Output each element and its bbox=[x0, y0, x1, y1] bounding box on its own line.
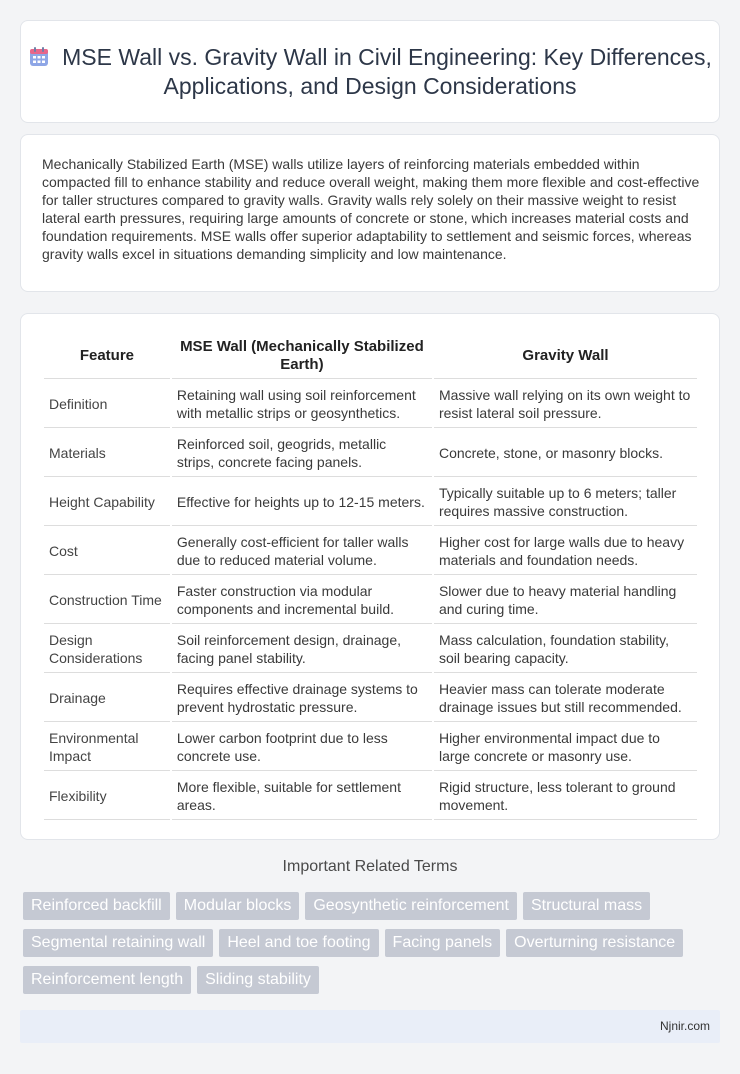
table-row bbox=[44, 381, 697, 428]
term-tag[interactable]: Structural mass bbox=[523, 892, 650, 920]
gravity-cell: Massive wall relying on its own weight to resist lateral soil pressure. bbox=[434, 381, 697, 428]
footer bbox=[20, 1010, 720, 1043]
comparison-card bbox=[20, 313, 720, 840]
term-tag[interactable]: Overturning resistance bbox=[506, 929, 683, 957]
page-title bbox=[21, 43, 719, 101]
feature-cell: Environmental Impact bbox=[44, 724, 170, 771]
header-gravity-wall: Gravity Wall bbox=[434, 334, 697, 379]
intro-paragraph: Mechanically Stabilized Earth (MSE) walls utilize layers of reinforcing materials embedded within compacted fill to enhance stability and reduce overall weight, making them more flexible and cost-effective for taller structures compared to gravity walls. Gravity walls rely solely on their massive weight to resist lateral earth pressures, requiring large amounts of concrete or stone, which increases material costs and foundation requirements. MSE walls offer superior adaptability to settlement and seismic forces, whereas gravity walls excel in situations demanding simplicity and low maintenance. bbox=[42, 156, 700, 262]
gravity-cell: Heavier mass can tolerate moderate drainage issues but still recommended. bbox=[434, 675, 697, 722]
header-feature: Feature bbox=[44, 334, 170, 379]
comparison-table bbox=[42, 332, 699, 822]
gravity-cell: Higher environmental impact due to large concrete or masonry use. bbox=[434, 724, 697, 771]
mse-cell: Faster construction via modular components and incremental build. bbox=[172, 577, 432, 624]
gravity-cell: Concrete, stone, or masonry blocks. bbox=[434, 430, 697, 477]
term-tag[interactable]: Facing panels bbox=[385, 929, 501, 957]
mse-cell: Reinforced soil, geogrids, metallic strips, concrete facing panels. bbox=[172, 430, 432, 477]
feature-cell: Cost bbox=[44, 528, 170, 575]
mse-cell: Generally cost-efficient for taller walls due to reduced material volume. bbox=[172, 528, 432, 575]
feature-cell: Drainage bbox=[44, 675, 170, 722]
feature-cell: Construction Time bbox=[44, 577, 170, 624]
mse-cell: Retaining wall using soil reinforcement with metallic strips or geosynthetics. bbox=[172, 381, 432, 428]
mse-cell: Effective for heights up to 12-15 meters. bbox=[172, 479, 432, 526]
mse-cell: Lower carbon footprint due to less concrete use. bbox=[172, 724, 432, 771]
table-row bbox=[44, 773, 697, 820]
intro-card bbox=[20, 134, 720, 292]
footer-site-link[interactable]: Njnir.com bbox=[659, 1019, 710, 1033]
title-card bbox=[20, 20, 720, 123]
gravity-cell: Higher cost for large walls due to heavy materials and foundation needs. bbox=[434, 528, 697, 575]
term-tag[interactable]: Reinforcement length bbox=[23, 966, 191, 994]
table-row bbox=[44, 724, 697, 771]
mse-cell: Requires effective drainage systems to prevent hydrostatic pressure. bbox=[172, 675, 432, 722]
gravity-cell: Mass calculation, foundation stability, soil bearing capacity. bbox=[434, 626, 697, 673]
feature-cell: Flexibility bbox=[44, 773, 170, 820]
mse-cell: Soil reinforcement design, drainage, facing panel stability. bbox=[172, 626, 432, 673]
feature-cell: Height Capability bbox=[44, 479, 170, 526]
term-tag[interactable]: Sliding stability bbox=[197, 966, 319, 994]
calendar-icon bbox=[28, 46, 50, 68]
mse-cell: More flexible, suitable for settlement areas. bbox=[172, 773, 432, 820]
term-tag[interactable]: Reinforced backfill bbox=[23, 892, 170, 920]
table-row bbox=[44, 577, 697, 624]
table-row bbox=[44, 626, 697, 673]
table-row bbox=[44, 528, 697, 575]
related-terms-list bbox=[23, 892, 703, 1003]
table-header-row bbox=[44, 334, 697, 379]
table-row bbox=[44, 675, 697, 722]
table-row bbox=[44, 430, 697, 477]
term-tag[interactable]: Segmental retaining wall bbox=[23, 929, 213, 957]
page-title-text: MSE Wall vs. Gravity Wall in Civil Engineering: Key Differences, Applications, and Design Considerations bbox=[62, 44, 712, 99]
term-tag[interactable]: Heel and toe footing bbox=[219, 929, 378, 957]
table-row bbox=[44, 479, 697, 526]
feature-cell: Materials bbox=[44, 430, 170, 477]
gravity-cell: Rigid structure, less tolerant to ground movement. bbox=[434, 773, 697, 820]
gravity-cell: Typically suitable up to 6 meters; taller requires massive construction. bbox=[434, 479, 697, 526]
gravity-cell: Slower due to heavy material handling and curing time. bbox=[434, 577, 697, 624]
term-tag[interactable]: Modular blocks bbox=[176, 892, 300, 920]
related-terms-heading: Important Related Terms bbox=[282, 858, 458, 875]
feature-cell: Design Considerations bbox=[44, 626, 170, 673]
feature-cell: Definition bbox=[44, 381, 170, 428]
header-mse-wall: MSE Wall (Mechanically Stabilized Earth) bbox=[172, 334, 432, 379]
term-tag[interactable]: Geosynthetic reinforcement bbox=[305, 892, 517, 920]
